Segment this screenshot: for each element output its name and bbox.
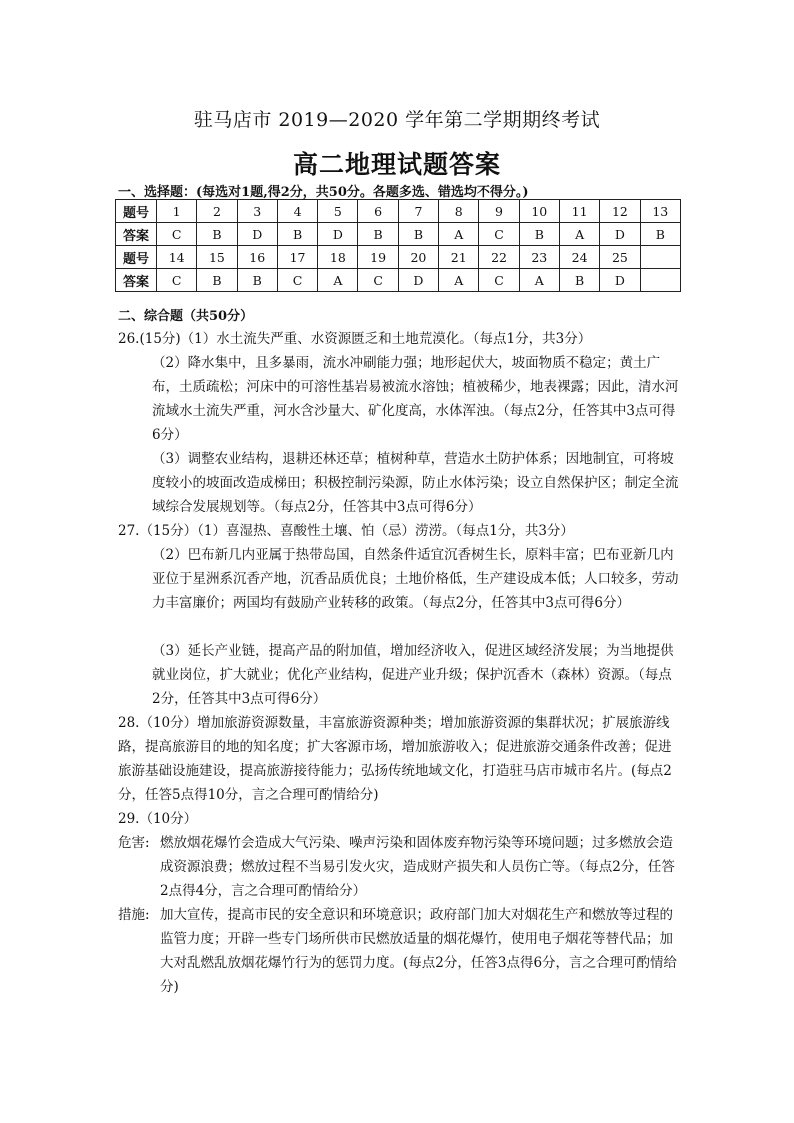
question-number-cell: 6 <box>358 200 398 223</box>
question-number-cell: 5 <box>318 200 358 223</box>
answer-row <box>116 269 681 292</box>
question-number-cell: 12 <box>600 200 640 223</box>
answer-cell: C <box>479 223 519 246</box>
answer-cell: A <box>519 269 559 292</box>
q29-harm <box>118 831 680 903</box>
question-number-cell: 25 <box>600 246 640 269</box>
row-label: 答案 <box>116 269 157 292</box>
section2-heading: 二、综合题（共50分） <box>118 309 254 324</box>
number-row <box>116 200 681 223</box>
section1-heading: 一、选择题：(每选对1题,得2分，共50分。各题多选、错选均不得分。) <box>118 185 529 200</box>
question-number-cell: 1 <box>157 200 197 223</box>
answer-cell: A <box>318 269 358 292</box>
answer-cell: A <box>439 223 479 246</box>
answer-cell: B <box>358 223 398 246</box>
question-number-cell: 4 <box>277 200 317 223</box>
q28-answer: 28.（10分）增加旅游资源数量，丰富旅游资源种类；增加旅游资源的集群状况；扩展旅游线路，提高旅游目的地的知名度；扩大客源市场，增加旅游收入；促进旅游交通条件改善；促进旅游基础设施建设，提高旅游接待能力；弘扬传统地域文化，打造驻马店市城市名片。(每点2分，任答5点得10分，言之合理可酌情给分) <box>118 715 672 803</box>
answer-cell: A <box>439 269 479 292</box>
row-label: 题号 <box>116 246 157 269</box>
answer-cell: C <box>157 269 197 292</box>
answer-cell: B <box>277 223 317 246</box>
harm-text: 燃放烟花爆竹会造成大气污染、噪声污染和固体废弃物污染等环境问题；过多燃放会造成资源浪费；燃放过程不当易引发火灾，造成财产损失和人员伤亡等。（每点2分，任答2点得4分，言之合理可酌情给分） <box>160 835 675 899</box>
answer-cell: B <box>237 269 277 292</box>
measure-label: 措施: <box>118 907 150 923</box>
q29-measures <box>118 903 680 999</box>
question-number-cell: 9 <box>479 200 519 223</box>
question-number-cell: 22 <box>479 246 519 269</box>
number-row <box>116 246 681 269</box>
answer-cell: A <box>559 223 599 246</box>
answer-cell: B <box>559 269 599 292</box>
harm-label: 危害: <box>118 835 150 851</box>
question-number-cell: 15 <box>197 246 237 269</box>
question-number-cell: 17 <box>277 246 317 269</box>
answer-cell: B <box>640 223 680 246</box>
answer-cell: D <box>318 223 358 246</box>
question-number-cell: 16 <box>237 246 277 269</box>
question-number-cell: 21 <box>439 246 479 269</box>
answer-cell: C <box>157 223 197 246</box>
row-label: 题号 <box>116 200 157 223</box>
q27-part2: （2）巴布新几内亚属于热带岛国，自然条件适宜沉香树生长，原料丰富；巴布亚新几内亚位于星洲系沉香产地，沉香品质优良；土地价格低，生产建设成本低；人口较多，劳动力丰富廉价；两国均有鼓励产业转移的政策。（每点2分，任答其中3点可得6分） <box>152 547 679 611</box>
question-number-cell: 7 <box>398 200 438 223</box>
question-number-cell: 2 <box>197 200 237 223</box>
question-number-cell: 10 <box>519 200 559 223</box>
exam-title: 驻马店市 2019—2020 学年第二学期期终考试 <box>193 109 601 131</box>
answer-cell: C <box>277 269 317 292</box>
question-number-cell: 13 <box>640 200 680 223</box>
answer-cell: D <box>600 269 640 292</box>
question-number-cell: 3 <box>237 200 277 223</box>
question-number-cell: 23 <box>519 246 559 269</box>
question-number-cell: 20 <box>398 246 438 269</box>
q26-part2: （2）降水集中，且多暴雨，流水冲刷能力强；地形起伏大，坡面物质不稳定；黄土广布，土质疏松；河床中的可溶性基岩易被流水溶蚀；植被稀少，地表裸露；因此，清水河流域水土流失严重，河水含沙量大、矿化度高，水体浑浊。（每点2分，任答其中3点可得6分） <box>152 355 679 443</box>
question-number-cell: 19 <box>358 246 398 269</box>
answer-cell: B <box>197 269 237 292</box>
q26-part3: （3）调整农业结构，退耕还林还草；植树种草，营造水土防护体系；因地制宜，可将坡度较小的坡面改造成梯田；积极控制污染源，防止水体污染；设立自然保护区；制定全流域综合发展规划等。（每点2分，任答其中3点可得6分） <box>152 451 679 515</box>
q27-part1: 27.（15分）（1）喜湿热、喜酸性土壤、怕（忌）涝涝。（每点1分，共3分） <box>118 523 574 539</box>
subject-title: 高二地理试题答案 <box>292 150 501 179</box>
measure-text: 加大宣传，提高市民的安全意识和环境意识；政府部门加大对烟花生产和燃放等过程的监管力度；开辟一些专门场所供市民燃放适量的烟花爆竹，使用电子烟花等替代品；加大对乱燃乱放烟花爆竹行为的惩罚力度。(每点2分，任答3点得6分，言之合理可酌情给分) <box>160 907 678 995</box>
answer-cell: C <box>358 269 398 292</box>
q26-part1: 26.(15分)（1）水土流失严重、水资源匮乏和土地荒漠化。（每点1分，共3分） <box>118 331 592 347</box>
answer-cell: B <box>519 223 559 246</box>
answer-cell: D <box>237 223 277 246</box>
question-number-cell: 18 <box>318 246 358 269</box>
answer-table <box>115 199 681 292</box>
question-number-cell: 8 <box>439 200 479 223</box>
answer-cell <box>640 269 680 292</box>
row-label: 答案 <box>116 223 157 246</box>
answer-cell: B <box>197 223 237 246</box>
answer-cell: C <box>479 269 519 292</box>
question-number-cell <box>640 246 680 269</box>
question-number-cell: 11 <box>559 200 599 223</box>
question-number-cell: 14 <box>157 246 197 269</box>
question-number-cell: 24 <box>559 246 599 269</box>
answer-cell: B <box>398 223 438 246</box>
answer-row <box>116 223 681 246</box>
q29-heading: 29.（10分） <box>118 811 198 827</box>
q27-part3: （3）延长产业链，提高产品的附加值，增加经济收入，促进区域经济发展；为当地提供就业岗位，扩大就业；优化产业结构，促进产业升级；保护沉香木（森林）资源。（每点2分，任答其中3点可得6分） <box>152 643 674 707</box>
answer-cell: D <box>600 223 640 246</box>
answer-cell: D <box>398 269 438 292</box>
